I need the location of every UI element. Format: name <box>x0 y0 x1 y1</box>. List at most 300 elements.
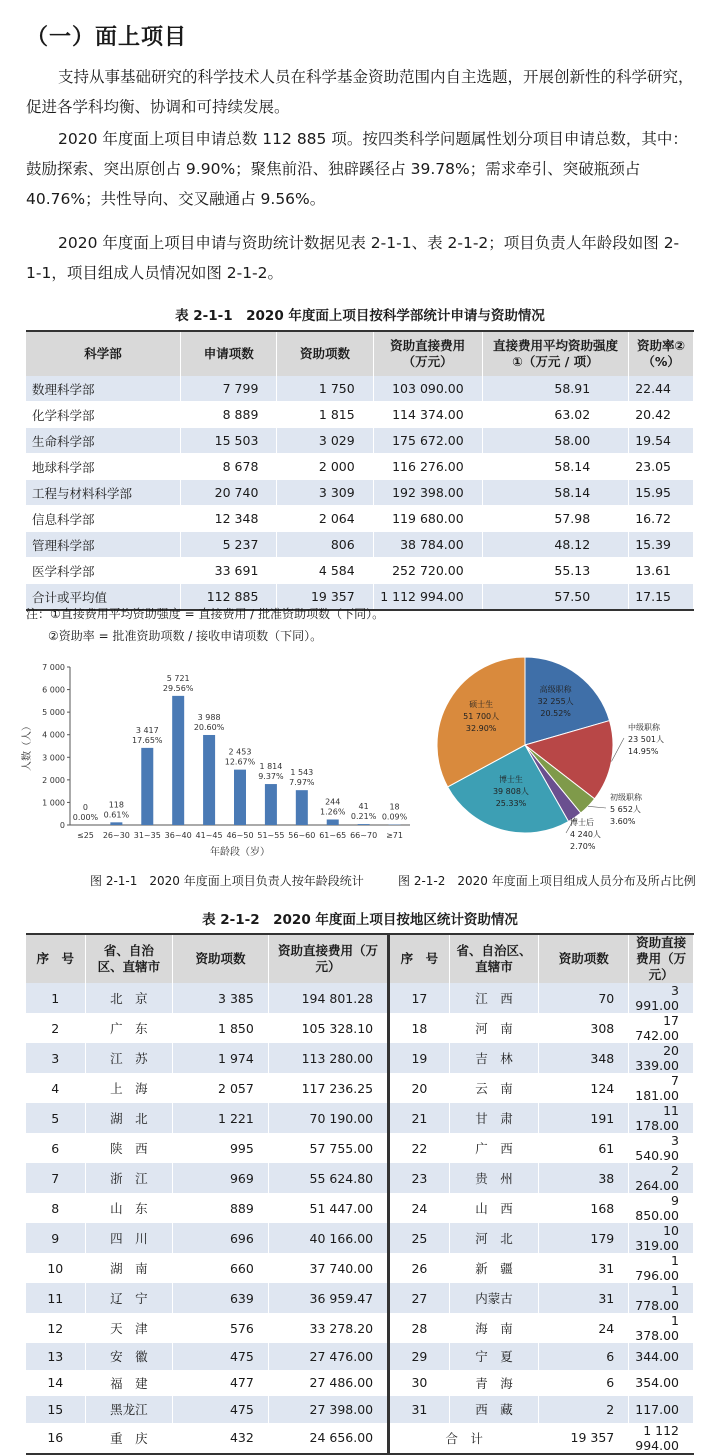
pie-label-count: 23 501人 <box>628 734 664 744</box>
pie-leader-line <box>588 806 606 808</box>
bar-chart-value-label: 41 <box>359 802 369 811</box>
bar-chart-percent-label: 0.00% <box>73 813 99 822</box>
table2-cell: 海 南 <box>449 1313 539 1343</box>
table2-cell: 河 南 <box>449 1013 539 1043</box>
table2-cell: 37 740.00 <box>268 1253 388 1283</box>
table1-cell: 38 784.00 <box>373 532 482 558</box>
bar-chart-x-tick-label: 36~40 <box>165 831 192 840</box>
table2-cell: 宁 夏 <box>449 1343 539 1370</box>
pie-label-percent: 14.95% <box>628 747 659 756</box>
table1-cell: 8 678 <box>181 454 277 480</box>
table2-cell: 660 <box>173 1253 269 1283</box>
table2-caption: 表 2-1-2 2020 年度面上项目按地区统计资助情况 <box>0 908 720 928</box>
bar-chart-bar <box>296 790 308 825</box>
bar-chart-bar <box>203 735 215 825</box>
pie-label-count: 4 240人 <box>570 829 601 839</box>
table2-header-funded-right: 资助项数 <box>539 934 629 983</box>
bar-chart-value-label: 2 453 <box>229 748 252 757</box>
table1-cell: 15 503 <box>181 428 277 454</box>
bar-chart-bar <box>141 748 153 825</box>
table2-cell: 38 <box>539 1163 629 1193</box>
table2-cell: 17 <box>389 983 450 1013</box>
table2-header-funded-left: 资助项数 <box>173 934 269 983</box>
table2-header-cost-right: 资助直接费用（万元） <box>629 934 694 983</box>
table2-cell: 55 624.80 <box>268 1163 388 1193</box>
table2-cell: 23 <box>389 1163 450 1193</box>
table1-cell: 806 <box>277 532 373 558</box>
bar-chart-value-label: 1 543 <box>290 768 313 777</box>
table2-cell: 2 057 <box>173 1073 269 1103</box>
table2-cell: 348 <box>539 1043 629 1073</box>
bar-chart-bar <box>265 784 277 825</box>
table1-cell: 58.91 <box>482 376 629 402</box>
table2-cell: 194 801.28 <box>268 983 388 1013</box>
table2-cell: 7 <box>26 1163 85 1193</box>
bar-chart-value-label: 244 <box>325 797 340 806</box>
bar-chart-percent-label: 12.67% <box>225 758 256 767</box>
bar-chart-value-label: 18 <box>389 803 399 812</box>
table2-cell: 24 <box>539 1313 629 1343</box>
bar-chart-x-tick-label: 41~45 <box>196 831 223 840</box>
table2-cell: 19 357 <box>539 1423 629 1454</box>
table2-header-no-left: 序 号 <box>26 934 85 983</box>
table2-cell: 40 166.00 <box>268 1223 388 1253</box>
table2-row <box>26 1013 694 1043</box>
bar-chart-bar <box>327 819 339 825</box>
table2-cell: 西 藏 <box>449 1396 539 1423</box>
table2-cell: 191 <box>539 1103 629 1133</box>
table2-cell: 20 339.00 <box>629 1043 694 1073</box>
table2-cell: 117.00 <box>629 1396 694 1423</box>
table1-cell: 114 374.00 <box>373 402 482 428</box>
table1-cell: 2 000 <box>277 454 373 480</box>
table2-cell: 3 991.00 <box>629 983 694 1013</box>
table2-cell: 354.00 <box>629 1370 694 1397</box>
table2-cell: 475 <box>173 1396 269 1423</box>
table2-cell: 3 <box>26 1043 85 1073</box>
table1-cell: 3 309 <box>277 480 373 506</box>
table2-cell: 16 <box>26 1423 85 1454</box>
table2-row <box>26 1133 694 1163</box>
table2-cell: 308 <box>539 1013 629 1043</box>
pie-label-name: 高级职称 <box>540 684 573 694</box>
table1-cell: 16.72 <box>629 506 694 532</box>
pie-label-name: 中级职称 <box>628 722 661 732</box>
bar-chart-bar <box>172 696 184 825</box>
table1-row <box>26 428 694 454</box>
table2-row <box>26 1423 694 1454</box>
table2-cell: 山 东 <box>85 1193 173 1223</box>
table2-cell: 113 280.00 <box>268 1043 388 1073</box>
paragraph-1: 支持从事基础研究的科学技术人员在科学基金资助范围内自主选题，开展创新性的科学研究，促进各学科均衡、协调和可持续发展。 <box>26 62 694 122</box>
table2-cell: 969 <box>173 1163 269 1193</box>
table2-cell: 5 <box>26 1103 85 1133</box>
bar-chart-x-tick-label: 46~50 <box>226 831 253 840</box>
table2-cell: 1 378.00 <box>629 1313 694 1343</box>
table1-caption: 表 2-1-1 2020 年度面上项目按科学部统计申请与资助情况 <box>0 304 720 324</box>
figure2-caption: 图 2-1-2 2020 年度面上项目组成人员分布及所占比例 <box>398 872 696 889</box>
table2-cell: 1 112 994.00 <box>629 1423 694 1454</box>
table2-cell: 北 京 <box>85 983 173 1013</box>
table2-header-region-left: 省、自治区、直辖市 <box>85 934 173 983</box>
table2-cell: 10 <box>26 1253 85 1283</box>
table2-cell: 浙 江 <box>85 1163 173 1193</box>
bar-chart-x-tick-label: ≥71 <box>386 831 403 840</box>
table1-row <box>26 558 694 584</box>
bar-chart-value-label: 118 <box>109 800 124 809</box>
table2-cell: 31 <box>389 1396 450 1423</box>
bar-chart-y-tick-label: 6 000 <box>42 686 65 695</box>
table2-cell: 云 南 <box>449 1073 539 1103</box>
table1-header-rate: 资助率②（%） <box>629 331 694 376</box>
table1-cell: 19 357 <box>277 584 373 611</box>
table2-row <box>26 1103 694 1133</box>
table2-cell: 696 <box>173 1223 269 1253</box>
table1-cell: 医学科学部 <box>26 558 181 584</box>
pie-label-percent: 2.70% <box>570 842 596 851</box>
table1-cell: 8 889 <box>181 402 277 428</box>
table2-header-no-right: 序 号 <box>389 934 450 983</box>
age-bar-chart <box>20 655 420 864</box>
table2-cell: 124 <box>539 1073 629 1103</box>
table1-cell: 工程与材料科学部 <box>26 480 181 506</box>
table1-cell: 103 090.00 <box>373 376 482 402</box>
table2-cell: 江 苏 <box>85 1043 173 1073</box>
table2-cell: 12 <box>26 1313 85 1343</box>
pie-label-count: 32 255人 <box>538 696 574 706</box>
table2-cell: 黑龙江 <box>85 1396 173 1423</box>
table2-cell: 70 190.00 <box>268 1103 388 1133</box>
table2-cell: 475 <box>173 1343 269 1370</box>
table2-cell: 179 <box>539 1223 629 1253</box>
bar-chart-percent-label: 0.21% <box>351 812 377 821</box>
bar-chart-bar <box>234 770 246 825</box>
table2-cell: 11 178.00 <box>629 1103 694 1133</box>
table1-cell: 地球科学部 <box>26 454 181 480</box>
table2-cell: 25 <box>389 1223 450 1253</box>
table2-cell: 20 <box>389 1073 450 1103</box>
table2-cell: 2 <box>539 1396 629 1423</box>
bar-chart-y-tick-label: 3 000 <box>42 753 65 762</box>
table1-row <box>26 480 694 506</box>
table2-cell: 内蒙古 <box>449 1283 539 1313</box>
table1-row <box>26 402 694 428</box>
table1-cell: 17.15 <box>629 584 694 611</box>
bar-chart-x-label: 年龄段（岁） <box>210 845 270 858</box>
table2-cell: 576 <box>173 1313 269 1343</box>
table1-cell: 生命科学部 <box>26 428 181 454</box>
table1-cell: 4 584 <box>277 558 373 584</box>
table2-cell: 广 西 <box>449 1133 539 1163</box>
table2-cell: 477 <box>173 1370 269 1397</box>
table2-cell: 17 742.00 <box>629 1013 694 1043</box>
pie-label-percent: 20.52% <box>540 709 571 718</box>
bar-chart-percent-label: 7.97% <box>289 778 315 787</box>
staff-pie-chart-svg <box>430 650 710 865</box>
bar-chart-bar <box>358 824 370 825</box>
bar-chart-value-label: 3 988 <box>198 713 221 722</box>
table2-row <box>26 1163 694 1193</box>
table1-header-applications: 申请项数 <box>181 331 277 376</box>
table1-cell: 23.05 <box>629 454 694 480</box>
table2-header-region-right: 省、自治区、直辖市 <box>449 934 539 983</box>
table1-cell: 1 750 <box>277 376 373 402</box>
table2-row <box>26 1370 694 1397</box>
paragraph-3: 2020 年度面上项目申请与资助统计数据见表 2-1-1、表 2-1-2；项目负责人年龄段如图 2-1-1，项目组成人员情况如图 2-1-2。 <box>26 228 694 288</box>
table1-cell: 12 348 <box>181 506 277 532</box>
section-title: （一）面上项目 <box>26 20 187 51</box>
table2-cell: 甘 肃 <box>449 1103 539 1133</box>
paragraph-2: 2020 年度面上项目申请总数 112 885 项。按四类科学问题属性划分项目申请总数，其中：鼓励探索、突出原创占 9.90%；聚焦前沿、独辟蹊径占 39.78%；需求牵引、突破瓶颈占 40.76%；共性导向、交叉融通占 9.56%。 <box>26 124 694 214</box>
table2-cell: 61 <box>539 1133 629 1163</box>
table2-cell: 24 <box>389 1193 450 1223</box>
table2-cell: 3 385 <box>173 983 269 1013</box>
table2-cell: 27 476.00 <box>268 1343 388 1370</box>
table1-cell: 57.50 <box>482 584 629 611</box>
table1-cell: 58.14 <box>482 480 629 506</box>
table2-row <box>26 1396 694 1423</box>
table1-header-cost: 资助直接费用（万元） <box>373 331 482 376</box>
table2-cell: 29 <box>389 1343 450 1370</box>
table1-cell: 3 029 <box>277 428 373 454</box>
table2-cell: 8 <box>26 1193 85 1223</box>
table1-cell: 合计或平均值 <box>26 584 181 611</box>
table2-cell: 639 <box>173 1283 269 1313</box>
table2-cell: 28 <box>389 1313 450 1343</box>
table2-row <box>26 1223 694 1253</box>
bar-chart-percent-label: 0.61% <box>104 810 130 819</box>
table2-cell: 36 959.47 <box>268 1283 388 1313</box>
table2-cell: 13 <box>26 1343 85 1370</box>
table2-cell: 4 <box>26 1073 85 1103</box>
bar-chart-percent-label: 29.56% <box>163 684 194 693</box>
table2-cell: 2 <box>26 1013 85 1043</box>
table2-cell: 3 540.90 <box>629 1133 694 1163</box>
note-1: 注：①直接费用平均资助强度 = 直接费用 / 批准资助项数（下同）。 <box>26 603 384 625</box>
bar-chart-y-tick-label: 1 000 <box>42 798 65 807</box>
table2-cell: 2 264.00 <box>629 1163 694 1193</box>
table2-cell: 1 796.00 <box>629 1253 694 1283</box>
table2-row <box>26 1073 694 1103</box>
table2-cell: 889 <box>173 1193 269 1223</box>
table2-cell: 上 海 <box>85 1073 173 1103</box>
table2-row <box>26 983 694 1013</box>
staff-pie-chart <box>430 650 710 869</box>
pie-label-count: 5 652人 <box>610 804 641 814</box>
table2-cell: 432 <box>173 1423 269 1454</box>
pie-label-name: 博士生 <box>499 774 523 784</box>
table2-cell: 贵 州 <box>449 1163 539 1193</box>
table1-cell: 63.02 <box>482 402 629 428</box>
table2-cell: 105 328.10 <box>268 1013 388 1043</box>
table2-cell: 168 <box>539 1193 629 1223</box>
table-by-department <box>26 330 694 611</box>
table2-cell: 19 <box>389 1043 450 1073</box>
table1-row <box>26 454 694 480</box>
bar-chart-percent-label: 17.65% <box>132 736 163 745</box>
table1-cell: 19.54 <box>629 428 694 454</box>
table2-cell: 344.00 <box>629 1343 694 1370</box>
bar-chart-y-tick-label: 0 <box>60 821 65 830</box>
table2-cell: 重 庆 <box>85 1423 173 1454</box>
table2-cell: 福 建 <box>85 1370 173 1397</box>
table1-cell: 20 740 <box>181 480 277 506</box>
table2-cell: 30 <box>389 1370 450 1397</box>
bar-chart-x-tick-label: 31~35 <box>134 831 161 840</box>
note-2: ②资助率 = 批准资助项数 / 接收申请项数（下同）。 <box>26 625 384 647</box>
bar-chart-bar <box>110 822 122 825</box>
table1-row <box>26 376 694 402</box>
table1-cell: 数理科学部 <box>26 376 181 402</box>
bar-chart-y-label: 人数（人） <box>20 721 33 771</box>
table2-cell: 青 海 <box>449 1370 539 1397</box>
bar-chart-y-tick-label: 5 000 <box>42 708 65 717</box>
bar-chart-percent-label: 1.26% <box>320 807 346 816</box>
table1-cell: 5 237 <box>181 532 277 558</box>
table2-cell: 湖 北 <box>85 1103 173 1133</box>
table2-cell: 1 <box>26 983 85 1013</box>
table1-cell: 管理科学部 <box>26 532 181 558</box>
bar-chart-value-label: 1 814 <box>259 762 282 771</box>
table2-cell: 1 778.00 <box>629 1283 694 1313</box>
pie-label-percent: 25.33% <box>496 799 527 808</box>
table2-cell: 6 <box>539 1343 629 1370</box>
table2-cell: 27 486.00 <box>268 1370 388 1397</box>
bar-chart-value-label: 0 <box>83 803 88 812</box>
table2-cell: 广 东 <box>85 1013 173 1043</box>
table1-cell: 192 398.00 <box>373 480 482 506</box>
bar-chart-x-tick-label: ≤25 <box>77 831 94 840</box>
bar-chart-percent-label: 20.60% <box>194 723 225 732</box>
table1-cell: 13.61 <box>629 558 694 584</box>
pie-label-count: 51 700人 <box>463 711 499 721</box>
pie-label-percent: 32.90% <box>466 724 497 733</box>
bar-chart-y-tick-label: 4 000 <box>42 731 65 740</box>
table1-cell: 116 276.00 <box>373 454 482 480</box>
table1-cell: 58.00 <box>482 428 629 454</box>
table2-cell: 31 <box>539 1253 629 1283</box>
table2-cell: 22 <box>389 1133 450 1163</box>
table-by-region <box>26 933 694 1455</box>
table1-row <box>26 532 694 558</box>
table2-cell: 18 <box>389 1013 450 1043</box>
bar-chart-value-label: 3 417 <box>136 726 159 735</box>
table1-cell: 175 672.00 <box>373 428 482 454</box>
table2-cell: 山 西 <box>449 1193 539 1223</box>
table1-header-intensity: 直接费用平均资助强度①（万元 / 项） <box>482 331 629 376</box>
table2-cell: 1 850 <box>173 1013 269 1043</box>
table1-cell: 7 799 <box>181 376 277 402</box>
table2-cell: 51 447.00 <box>268 1193 388 1223</box>
table2-cell: 吉 林 <box>449 1043 539 1073</box>
figure1-caption: 图 2-1-1 2020 年度面上项目负责人按年龄段统计 <box>90 872 364 889</box>
table1-cell: 15.95 <box>629 480 694 506</box>
pie-label-name: 初级职称 <box>610 792 643 802</box>
bar-chart-x-tick-label: 66~70 <box>350 831 377 840</box>
bar-chart-x-tick-label: 26~30 <box>103 831 130 840</box>
table1-cell: 33 691 <box>181 558 277 584</box>
bar-chart-percent-label: 0.09% <box>382 813 408 822</box>
table1-cell: 22.44 <box>629 376 694 402</box>
table1-cell: 1 815 <box>277 402 373 428</box>
table2-row <box>26 1043 694 1073</box>
table1-cell: 58.14 <box>482 454 629 480</box>
table2-cell: 6 <box>26 1133 85 1163</box>
table2-cell: 河 北 <box>449 1223 539 1253</box>
table2-cell: 陕 西 <box>85 1133 173 1163</box>
table2-cell: 33 278.20 <box>268 1313 388 1343</box>
table2-cell: 70 <box>539 983 629 1013</box>
bar-chart-percent-label: 9.37% <box>258 772 284 781</box>
table2-cell: 31 <box>539 1283 629 1313</box>
table2-cell: 新 疆 <box>449 1253 539 1283</box>
table2-row <box>26 1313 694 1343</box>
bar-chart-value-label: 5 721 <box>167 674 190 683</box>
table2-cell: 9 850.00 <box>629 1193 694 1223</box>
pie-label-percent: 3.60% <box>610 817 636 826</box>
table2-cell: 天 津 <box>85 1313 173 1343</box>
table1-cell: 15.39 <box>629 532 694 558</box>
table1-cell: 48.12 <box>482 532 629 558</box>
table2-cell: 7 181.00 <box>629 1073 694 1103</box>
table2-cell: 14 <box>26 1370 85 1397</box>
table2-cell: 湖 南 <box>85 1253 173 1283</box>
bar-chart-x-tick-label: 51~55 <box>257 831 284 840</box>
table1-cell: 20.42 <box>629 402 694 428</box>
table2-cell: 26 <box>389 1253 450 1283</box>
table1-notes <box>26 603 384 647</box>
table2-cell: 江 西 <box>449 983 539 1013</box>
table2-cell: 1 221 <box>173 1103 269 1133</box>
table1-cell: 57.98 <box>482 506 629 532</box>
pie-label-count: 39 808人 <box>493 786 529 796</box>
table2-cell: 11 <box>26 1283 85 1313</box>
age-bar-chart-svg <box>20 655 420 860</box>
table1-cell: 119 680.00 <box>373 506 482 532</box>
table1-cell: 55.13 <box>482 558 629 584</box>
table2-row <box>26 1343 694 1370</box>
table2-cell: 6 <box>539 1370 629 1397</box>
table1-header-funded: 资助项数 <box>277 331 373 376</box>
table2-cell: 辽 宁 <box>85 1283 173 1313</box>
table2-row <box>26 1253 694 1283</box>
table1-cell: 信息科学部 <box>26 506 181 532</box>
table2-row <box>26 1283 694 1313</box>
table1-row <box>26 506 694 532</box>
table2-cell: 117 236.25 <box>268 1073 388 1103</box>
table1-cell: 1 112 994.00 <box>373 584 482 611</box>
table2-cell: 1 974 <box>173 1043 269 1073</box>
bar-chart-x-tick-label: 56~60 <box>288 831 315 840</box>
bar-chart-y-tick-label: 2 000 <box>42 776 65 785</box>
pie-label-name: 硕士生 <box>469 699 493 709</box>
table2-cell: 24 656.00 <box>268 1423 388 1454</box>
table1-cell: 化学科学部 <box>26 402 181 428</box>
table2-cell: 27 <box>389 1283 450 1313</box>
table2-cell: 57 755.00 <box>268 1133 388 1163</box>
table1-cell: 2 064 <box>277 506 373 532</box>
table2-cell: 合 计 <box>389 1423 539 1454</box>
bar-chart-x-tick-label: 61~65 <box>319 831 346 840</box>
bar-chart-y-tick-label: 7 000 <box>42 663 65 672</box>
table2-cell: 21 <box>389 1103 450 1133</box>
table1-cell: 112 885 <box>181 584 277 611</box>
table2-cell: 995 <box>173 1133 269 1163</box>
pie-label-name: 博士后 <box>570 817 594 827</box>
table2-cell: 9 <box>26 1223 85 1253</box>
table2-cell: 15 <box>26 1396 85 1423</box>
table2-cell: 四 川 <box>85 1223 173 1253</box>
